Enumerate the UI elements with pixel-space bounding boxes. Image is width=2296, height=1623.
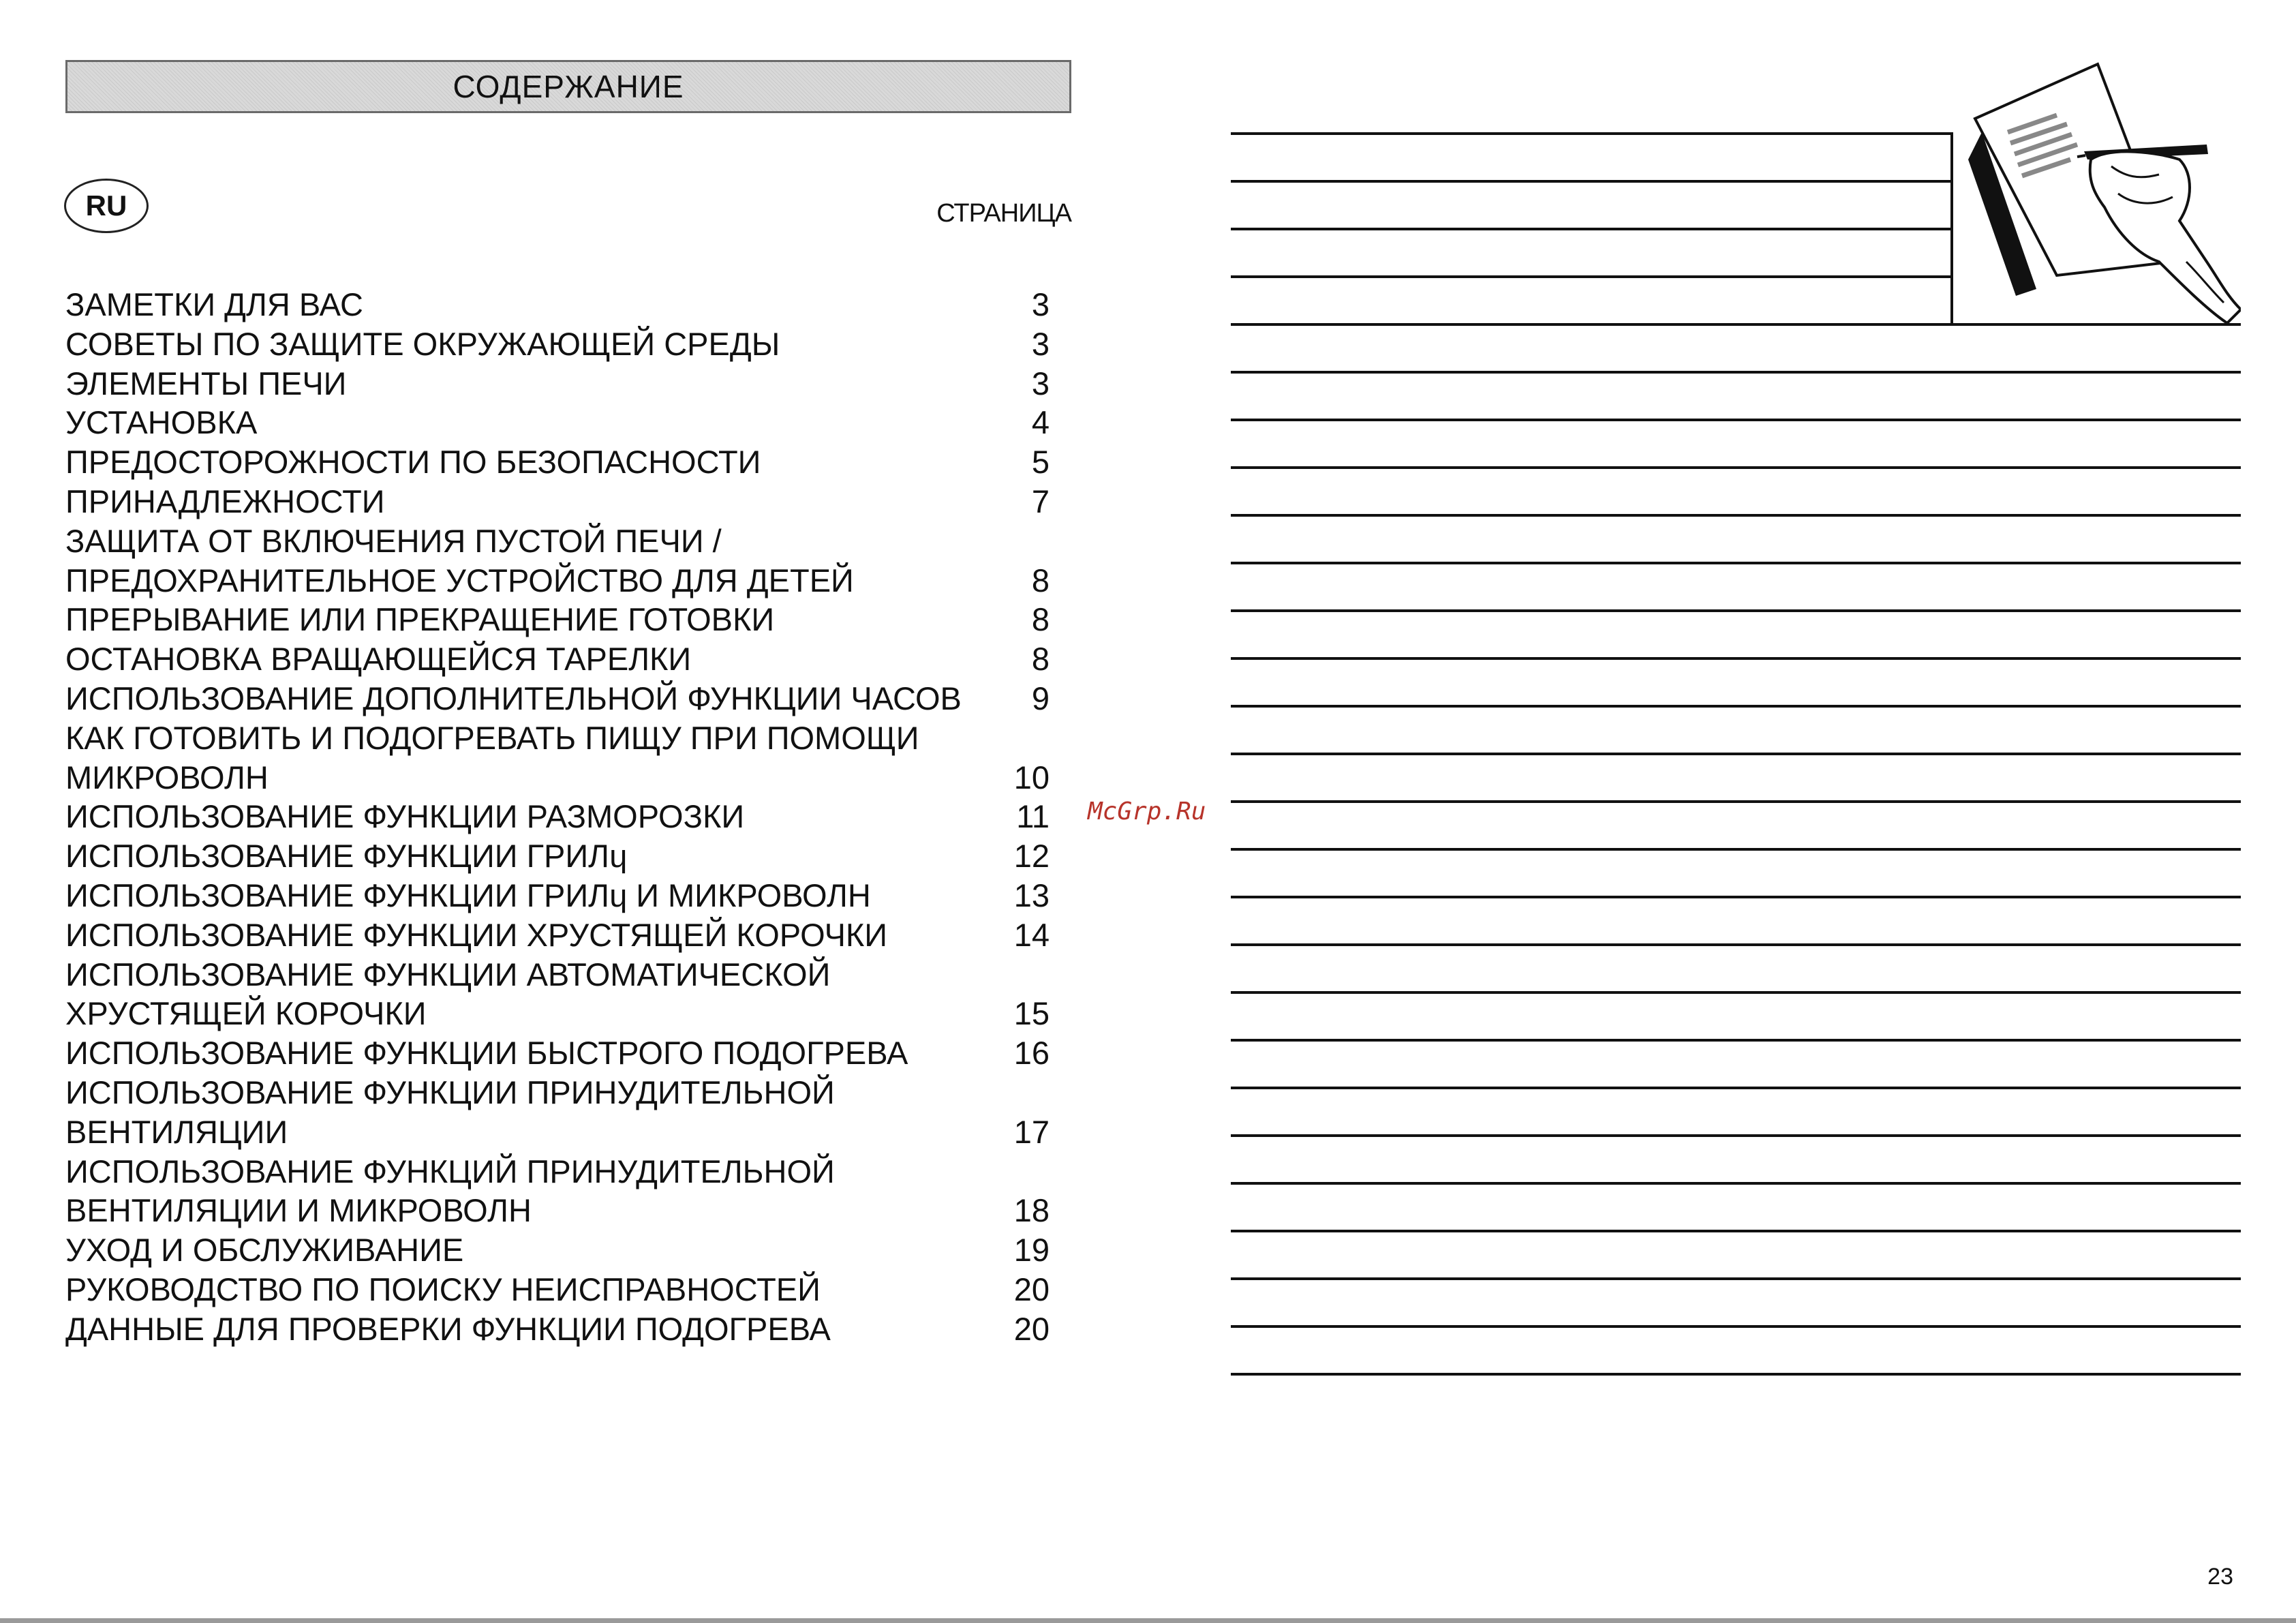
toc-entry-title: УХОД И ОБСЛУЖИВАНИЕ — [65, 1232, 464, 1269]
note-line — [1231, 1277, 2241, 1280]
toc-entry-title: ПРЕДОСТОРОЖНОСТИ ПО БЕЗОПАСНОСТИ — [65, 444, 761, 481]
toc-entry-page: 17 — [1013, 1113, 1050, 1150]
toc-entry-page: 19 — [1013, 1232, 1050, 1269]
toc-entry-page: 8 — [1031, 641, 1050, 678]
toc-entry-title: РУКОВОДСТВО ПО ПОИСКУ НЕИСПРАВНОСТЕЙ — [65, 1271, 821, 1307]
note-line — [1231, 1325, 2241, 1328]
note-line — [1231, 1134, 2241, 1137]
toc-entry-page: 3 — [1031, 286, 1050, 322]
toc-entry-title: ИСПОЛЬЗОВАНИЕ ФУНКЦИИ ПРИНУДИТЕЛЬНОЙ ВЕНТИЛЯЦИИ — [65, 1074, 835, 1150]
toc-entry-page: 12 — [1013, 838, 1050, 875]
toc-entry — [65, 1230, 1074, 1270]
toc-entry-title: ЗАМЕТКИ ДЛЯ ВАС — [65, 286, 363, 322]
toc-entry-title: ИСПОЛЬЗОВАНИЕ ФУНКЦИИ АВТОМАТИЧЕСКОЙ ХРУСТЯЩЕЙ КОРОЧКИ — [65, 956, 831, 1032]
toc-entry — [65, 403, 1074, 442]
toc-entry-page: 14 — [1013, 916, 1050, 953]
toc-entry-title: ИСПОЛЬЗОВАНИЕ ФУНКЦИИ РАЗМОРОЗКИ — [65, 798, 745, 835]
note-line — [1231, 609, 2241, 612]
note-line — [1231, 753, 2241, 755]
toc-entry-page: 18 — [1013, 1192, 1050, 1229]
note-line — [1231, 180, 1952, 183]
note-line — [1231, 848, 2241, 851]
note-line — [1231, 1182, 2241, 1185]
toc-entry — [65, 1033, 1074, 1073]
toc-entry-page: 5 — [1031, 444, 1050, 481]
note-line — [1231, 514, 2241, 517]
toc-entry-page: 11 — [1016, 798, 1050, 835]
toc-entry — [65, 1073, 1074, 1152]
toc-entry-page: 4 — [1031, 404, 1050, 441]
note-line — [1231, 800, 2241, 803]
toc-entry — [65, 955, 1074, 1034]
contents-title: СОДЕРЖАНИЕ — [453, 69, 684, 104]
toc-entry-page: 8 — [1031, 601, 1050, 638]
toc-entry-page: 10 — [1013, 759, 1050, 795]
toc-entry-title: ИСПОЛЬЗОВАНИЕ ФУНКЦИИ ХРУСТЯЩЕЙ КОРОЧКИ — [65, 916, 888, 953]
toc-entry-title: ИСПОЛЬЗОВАНИЕ ФУНКЦИИ ГРИЛɥ — [65, 838, 628, 875]
toc-entry-page: 20 — [1013, 1271, 1050, 1307]
toc-entry — [65, 521, 1074, 601]
hand-writing-on-paper-icon — [1955, 57, 2241, 323]
toc-entry-title: ИСПОЛЬЗОВАНИЕ ДОПОЛНИТЕЛЬНОЙ ФУНКЦИИ ЧАСОВ — [65, 680, 962, 716]
toc-entry-page: 20 — [1013, 1310, 1050, 1347]
toc-entry-page: 15 — [1013, 995, 1050, 1032]
toc-entry — [65, 364, 1074, 404]
toc-entry-title: ЗАЩИТА ОТ ВКЛЮЧЕНИЯ ПУСТОЙ ПЕЧИ / ПРЕДОХРАНИТЕЛЬНОЕ УСТРОЙСТВО ДЛЯ ДЕТЕЙ — [65, 522, 854, 598]
toc-entry — [65, 324, 1074, 364]
toc-entry — [65, 600, 1074, 639]
toc-entry-page: 16 — [1013, 1035, 1050, 1072]
toc-entry-title: ЭЛЕМЕНТЫ ПЕЧИ — [65, 365, 347, 401]
note-line — [1231, 1230, 2241, 1232]
toc-entry-title: ПРЕРЫВАНИЕ ИЛИ ПРЕКРАЩЕНИЕ ГОТОВКИ — [65, 601, 775, 638]
note-line — [1231, 1039, 2241, 1042]
note-line — [1231, 943, 2241, 946]
bottom-rule — [0, 1618, 2296, 1623]
note-line — [1231, 562, 2241, 564]
toc-entry-title: ИСПОЛЬЗОВАНИЕ ФУНКЦИИ ГРИЛɥ И МИКРОВОЛН — [65, 877, 871, 913]
toc-entry — [65, 915, 1074, 955]
toc-entry — [65, 482, 1074, 521]
toc-entry-title: УСТАНОВКА — [65, 404, 258, 441]
note-line — [1231, 896, 2241, 898]
toc-entry-page: 9 — [1031, 680, 1050, 716]
toc-entry-page: 3 — [1031, 365, 1050, 401]
toc-entry — [65, 836, 1074, 876]
toc-entry-page: 8 — [1031, 562, 1050, 598]
toc-entry-title: ПРИНАДЛЕЖНОСТИ — [65, 483, 385, 519]
toc-entry-title: ОСТАНОВКА ВРАЩАЮЩЕЙСЯ ТАРЕЛКИ — [65, 641, 692, 678]
toc-entry-title: ИСПОЛЬЗОВАНИЕ ФУНКЦИЙ ПРИНУДИТЕЛЬНОЙ ВЕНТИЛЯЦИИ И МИКРОВОЛН — [65, 1153, 835, 1229]
page-column-label: СТРАНИЦА — [936, 199, 1071, 228]
toc-entry — [65, 442, 1074, 482]
toc-entry — [65, 718, 1074, 798]
toc-entry-title: СОВЕТЫ ПО ЗАЩИТЕ ОКРУЖАЮЩЕЙ СРЕДЫ — [65, 325, 780, 362]
note-line — [1231, 275, 1952, 278]
toc-entry — [65, 285, 1074, 324]
contents-title-bar — [65, 60, 1071, 113]
note-line — [1231, 1087, 2241, 1089]
toc-entry-page: 13 — [1013, 877, 1050, 913]
notes-divider — [1950, 132, 1953, 323]
toc-entry-title: ДАННЫЕ ДЛЯ ПРОВЕРКИ ФУНКЦИИ ПОДОГРЕВА — [65, 1310, 831, 1347]
toc-entry-title: ИСПОЛЬЗОВАНИЕ ФУНКЦИИ БЫСТРОГО ПОДОГРЕВА — [65, 1035, 908, 1072]
watermark: McGrp.Ru — [1088, 798, 1206, 825]
toc-entry — [65, 679, 1074, 718]
note-line — [1231, 657, 2241, 660]
toc-entry — [65, 639, 1074, 679]
note-line — [1231, 132, 1952, 135]
toc-entry — [65, 876, 1074, 915]
page-number: 23 — [2207, 1564, 2233, 1590]
toc-entry — [65, 797, 1074, 836]
note-line — [1231, 228, 1952, 230]
language-badge: RU — [64, 179, 149, 233]
note-line — [1231, 991, 2241, 994]
note-line — [1231, 419, 2241, 421]
toc-entry-title: КАК ГОТОВИТЬ И ПОДОГРЕВАТЬ ПИЩУ ПРИ ПОМОЩИ МИКРОВОЛН — [65, 719, 919, 795]
note-line — [1231, 371, 2241, 374]
note-line — [1231, 1373, 2241, 1376]
note-line — [1231, 323, 2241, 326]
toc-entry-page: 3 — [1031, 325, 1050, 362]
toc-entry-page: 7 — [1031, 483, 1050, 519]
table-of-contents — [65, 285, 1074, 1349]
note-line — [1231, 705, 2241, 708]
toc-entry — [65, 1152, 1074, 1231]
toc-entry — [65, 1309, 1074, 1349]
note-line — [1231, 466, 2241, 469]
toc-entry — [65, 1270, 1074, 1309]
